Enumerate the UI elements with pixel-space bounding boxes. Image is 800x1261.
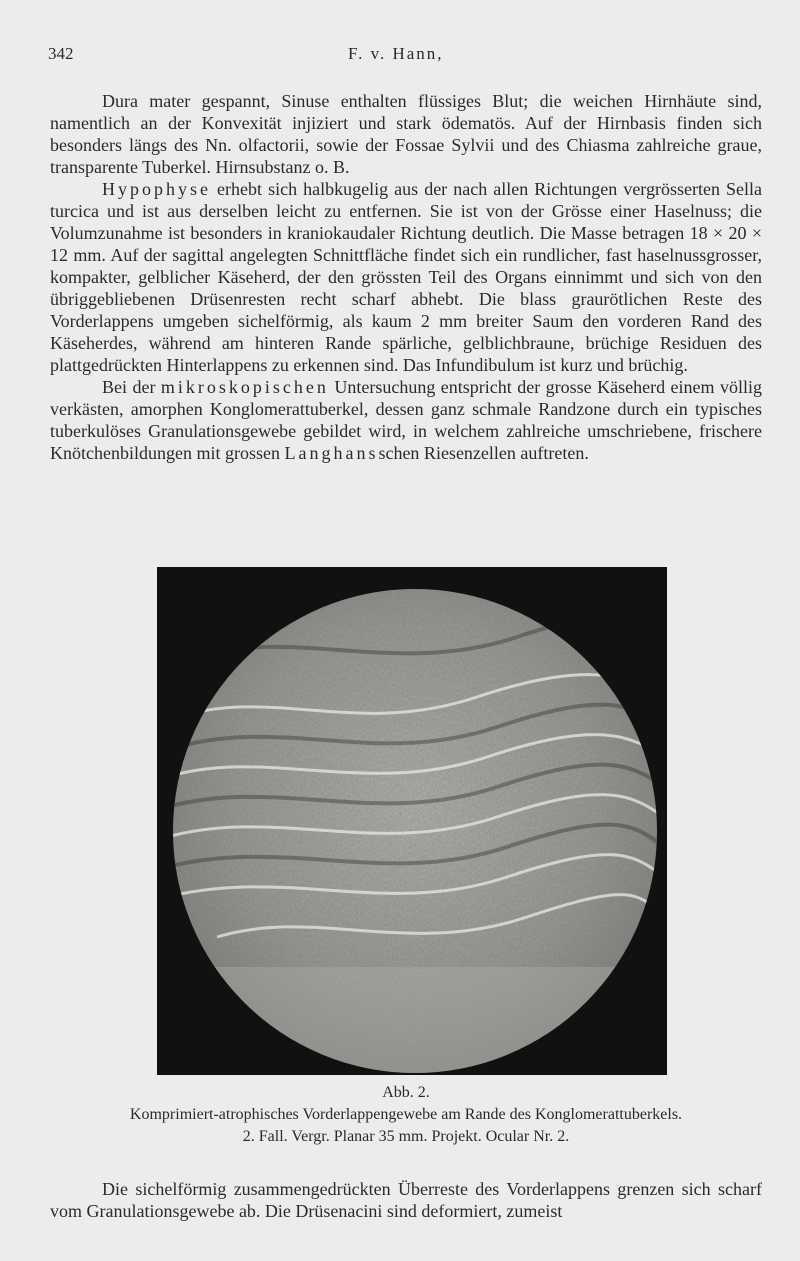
term-hypophyse: Hypophyse (102, 179, 211, 199)
paragraph-ueberreste: Die sichelförmig zusammengedrückten Überreste des Vorderlappens grenzen sich scharf vom Granulationsgewebe ab. Die Drüsenacini sind deformiert, zumeist (50, 1179, 762, 1221)
term-langhans: Langhans (284, 443, 379, 463)
page-header (48, 44, 768, 68)
figure-label: Abb. 2. (382, 1084, 430, 1101)
body-text-top (50, 90, 762, 464)
paragraph-mikroskopisch-text: Untersuchung entspricht der grosse Käseherd einem völlig verkästen, amorphen Konglomerattuberkel, dessen ganz schmale Randzone durch ein typisches tuberkulöses Granulationsgewebe gebildet wird, in welchem zahlreiche umschriebene, frischere Knötchenbildungen mit grossen (50, 377, 762, 463)
figure-caption (50, 1082, 762, 1148)
figure-caption-line1: Komprimiert-atrophisches Vorderlappengewebe am Rande des Konglomerattuberkels. (129, 1106, 683, 1123)
running-head: F. v. Hann, (348, 44, 444, 63)
micrograph-image (157, 567, 667, 1075)
paragraph-hypophyse-text: erhebt sich halbkugelig aus der nach allen Richtungen vergrösserten Sella turcica und ist aus derselben leicht zu entfernen. Sie ist von der Grösse einer Haselnuss; die Volumzunahme ist besonders in kraniokaudaler Richtung deutlich. Die Masse betragen 18 × 20 × 12 mm. Auf der sagittal angelegten Schnittfläche findet sich ein rundlicher, fast haselnussgrosser, kompakter, gelblicher Käseherd, der den grössten Teil des Organs einnimmt und sich von den übriggebliebenen Drüsenresten recht scharf abhebt. Die blass graurötlichen Reste des Vorderlappens umgeben sichelförmig, als kaum 2 mm breiter Saum den vorderen Rand des Käseherdes, während am hinteren Rande spärliche, gelblichbraune, brüchige Residuen des plattgedrückten Hinterlappens zu erkennen sind. Das Infundibulum ist kurz und brüchig. (50, 179, 762, 375)
micrograph-figure (157, 567, 667, 1075)
paragraph-mikroskopisch (50, 376, 762, 464)
page-number: 342 (48, 44, 74, 63)
term-mikroskopischen: mikroskopischen (160, 377, 329, 397)
figure-caption-line2: 2. Fall. Vergr. Planar 35 mm. Projekt. Ocular Nr. 2. (242, 1128, 570, 1145)
paragraph-dura-mater: Dura mater gespannt, Sinuse enthalten flüssiges Blut; die weichen Hirnhäute sind, namentlich an der Konvexität injiziert und stark ödematös. Auf der Hirnbasis finden sich besonders längs des Nn. olfactorii, sowie der Fossae Sylvii und des Chiasma zahlreiche graue, transparente Tuberkel. Hirnsubstanz o. B. (50, 91, 762, 177)
paragraph-mikroskopisch-lead: Bei der (102, 377, 161, 397)
paragraph-hypophyse (50, 178, 762, 376)
body-text-bottom (50, 1178, 762, 1222)
paragraph-mikroskopisch-end: schen Riesenzellen auftreten. (378, 443, 589, 463)
